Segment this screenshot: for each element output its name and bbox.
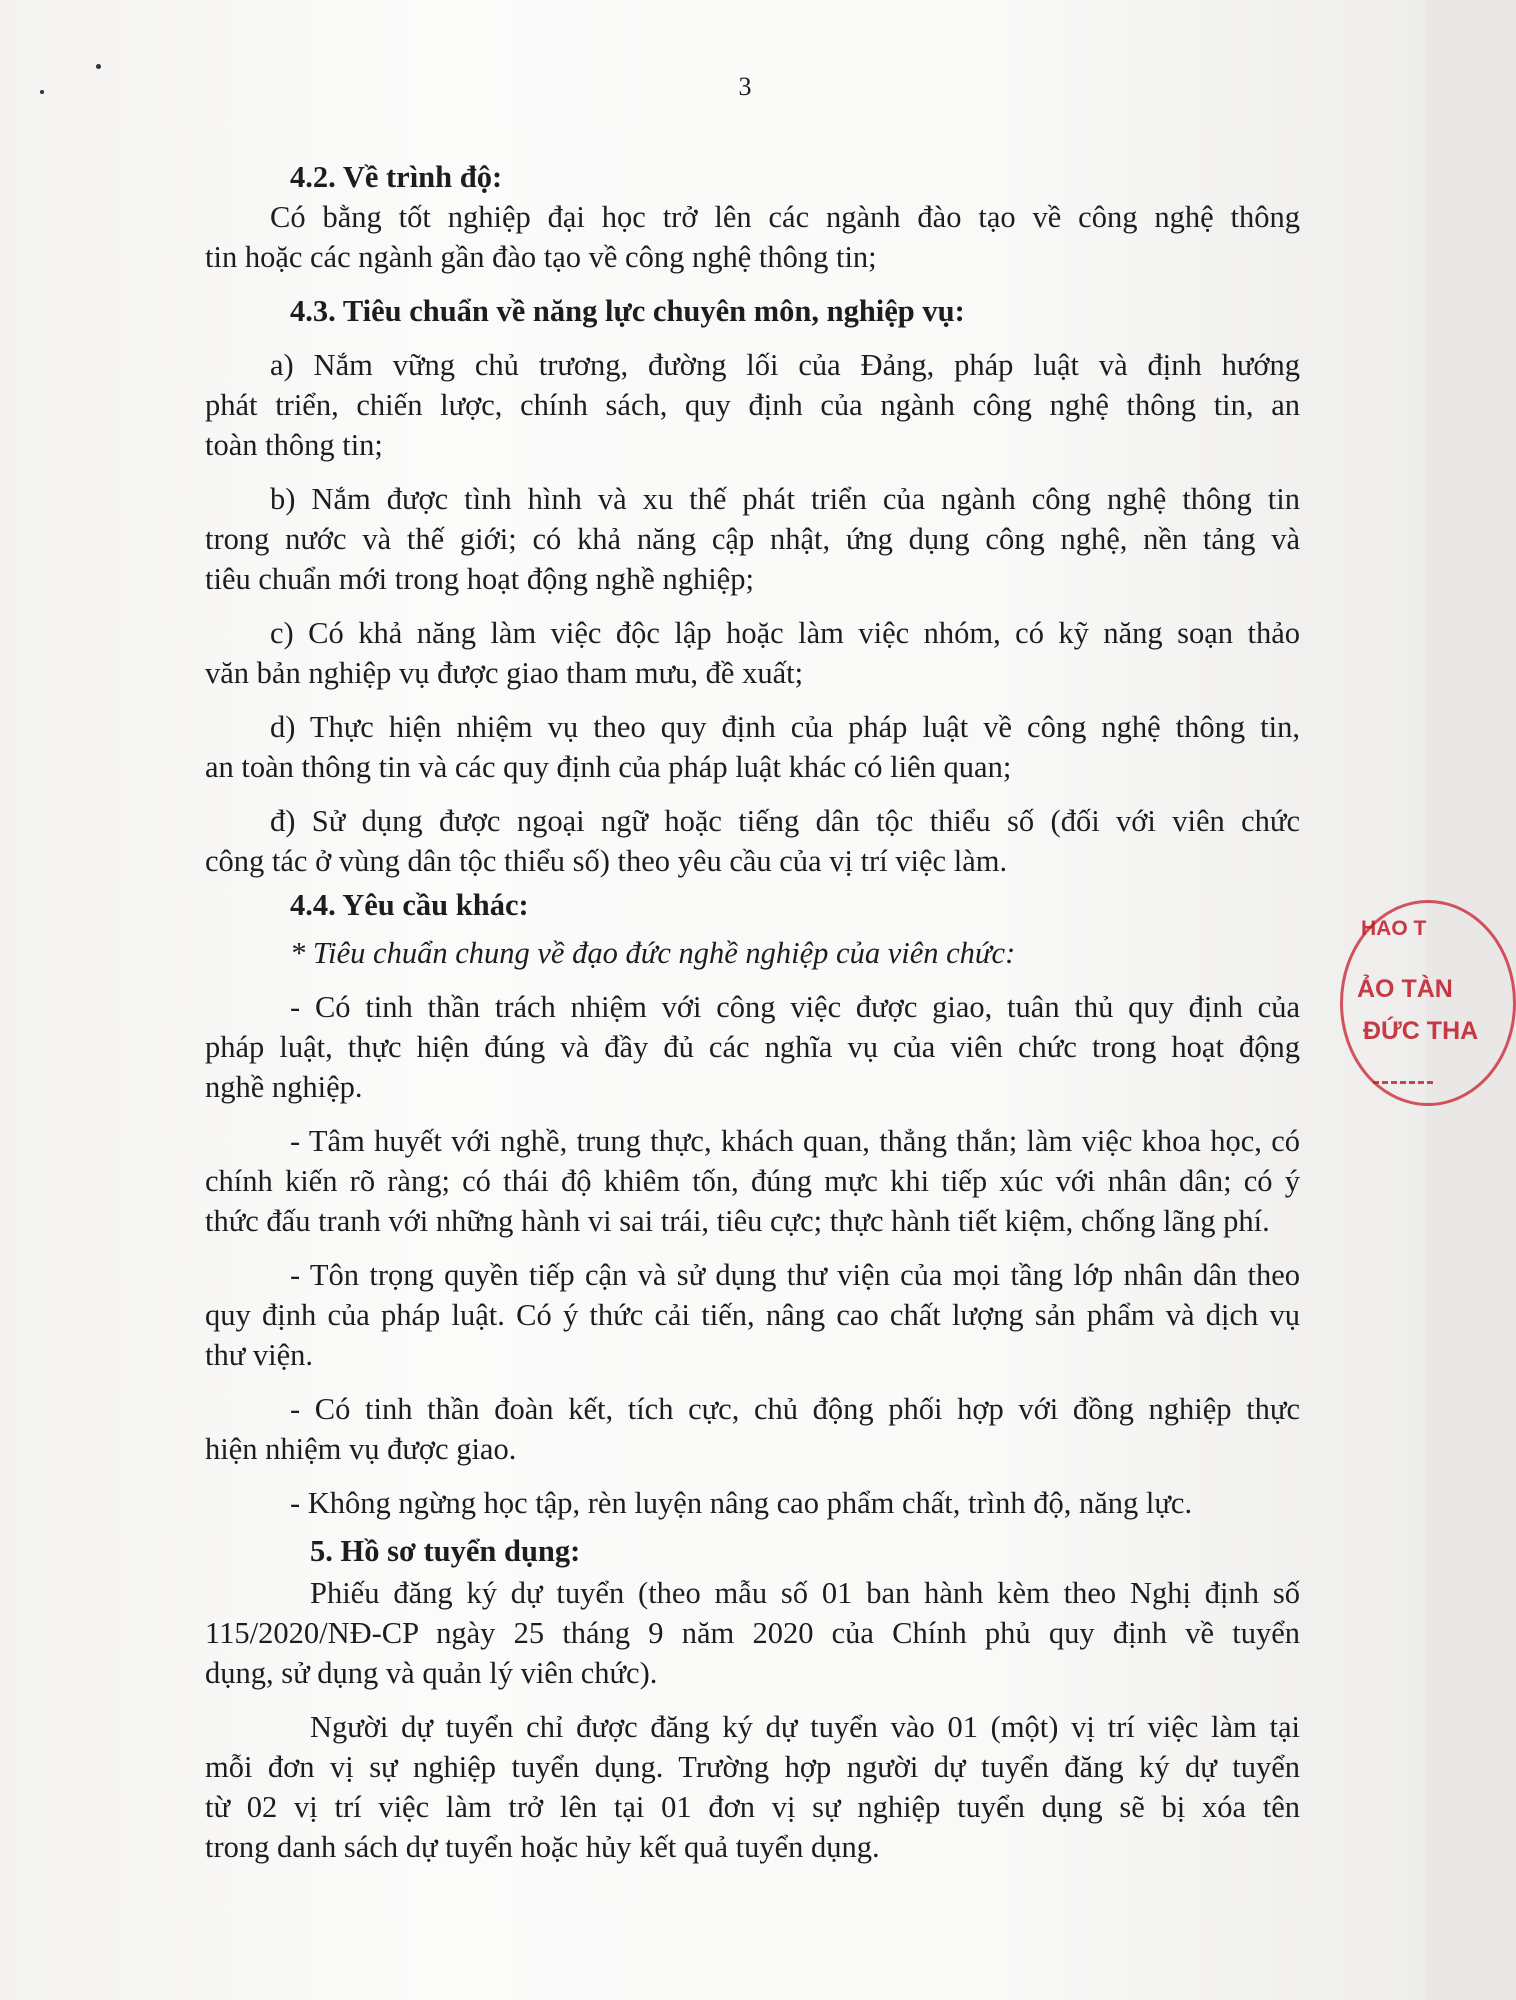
paragraph-line: trong danh sách dự tuyển hoặc hủy kết quả tuyển dụng.: [205, 1830, 880, 1864]
page-number: 3: [738, 72, 752, 101]
paragraph-line: d) Thực hiện nhiệm vụ theo quy định của pháp luật về công nghệ thông tin,: [270, 710, 1300, 744]
stamp-text: HAO T: [1361, 917, 1427, 940]
paragraph-line: - Không ngừng học tập, rèn luyện nâng cao phẩm chất, trình độ, năng lực.: [290, 1486, 1193, 1520]
paragraph-line: quy định của pháp luật. Có ý thức cải tiến, nâng cao chất lượng sản phẩm và dịch vụ: [205, 1298, 1300, 1332]
paragraph-line: chính kiến rõ ràng; có thái độ khiêm tốn, đúng mực khi tiếp xúc với nhân dân; có ý: [205, 1164, 1300, 1198]
paragraph-line: mỗi đơn vị sự nghiệp tuyển dụng. Trường hợp người dự tuyển đăng ký dự tuyển: [205, 1750, 1300, 1784]
paragraph-line: Có bằng tốt nghiệp đại học trở lên các ngành đào tạo về công nghệ thông: [270, 200, 1300, 234]
subheading-ethics: * Tiêu chuẩn chung về đạo đức nghề nghiệp của viên chức:: [290, 936, 1016, 970]
paragraph-line: công tác ở vùng dân tộc thiểu số) theo yêu cầu của vị trí việc làm.: [205, 844, 1008, 878]
paragraph-line: pháp luật, thực hiện đúng và đầy đủ các nghĩa vụ của viên chức trong hoạt động: [205, 1030, 1300, 1064]
stamp-text: ẢO TÀN: [1357, 975, 1453, 1003]
paragraph-line: b) Nắm được tình hình và xu thế phát triển của ngành công nghệ thông tin: [270, 482, 1300, 516]
paragraph-line: 115/2020/NĐ-CP ngày 25 tháng 9 năm 2020 của Chính phủ quy định về tuyển: [205, 1616, 1300, 1650]
paragraph-line: văn bản nghiệp vụ được giao tham mưu, đề xuất;: [205, 656, 804, 690]
paragraph-line: đ) Sử dụng được ngoại ngữ hoặc tiếng dân tộc thiểu số (đối với viên chức: [270, 804, 1300, 838]
stamp-text: ĐỨC THA: [1363, 1017, 1479, 1045]
paragraph-line: hiện nhiệm vụ được giao.: [205, 1432, 517, 1466]
paragraph-line: an toàn thông tin và các quy định của pháp luật khác có liên quan;: [205, 750, 1012, 784]
paragraph-line: trong nước và thế giới; có khả năng cập nhật, ứng dụng công nghệ, nền tảng và: [205, 522, 1300, 556]
paragraph-line: - Có tinh thần đoàn kết, tích cực, chủ động phối hợp với đồng nghiệp thực: [290, 1392, 1300, 1426]
heading-4-3: 4.3. Tiêu chuẩn về năng lực chuyên môn, nghiệp vụ:: [290, 294, 965, 328]
paragraph-line: nghề nghiệp.: [205, 1070, 363, 1104]
paragraph-line: - Tôn trọng quyền tiếp cận và sử dụng thư viện của mọi tầng lớp nhân dân theo: [290, 1258, 1300, 1292]
paragraph-line: thức đấu tranh với những hành vi sai trái, tiêu cực; thực hành tiết kiệm, chống lãng phí.: [205, 1204, 1270, 1238]
paragraph-line: tin hoặc các ngành gần đào tạo về công nghệ thông tin;: [205, 240, 877, 274]
heading-5: 5. Hồ sơ tuyển dụng:: [310, 1534, 581, 1568]
paragraph-line: - Có tinh thần trách nhiệm với công việc được giao, tuân thủ quy định của: [290, 990, 1300, 1024]
paragraph-line: Người dự tuyển chỉ được đăng ký dự tuyển vào 01 (một) vị trí việc làm tại: [310, 1710, 1300, 1744]
paragraph-line: dụng, sử dụng và quản lý viên chức).: [205, 1656, 658, 1690]
paragraph-line: a) Nắm vững chủ trương, đường lối của Đảng, pháp luật và định hướng: [270, 348, 1300, 382]
heading-4-4: 4.4. Yêu cầu khác:: [290, 888, 529, 922]
stamp-dash: [1373, 1081, 1433, 1084]
paragraph-line: tiêu chuẩn mới trong hoạt động nghề nghiệp;: [205, 562, 754, 596]
paragraph-line: thư viện.: [205, 1338, 314, 1372]
speck-mark: [96, 64, 101, 69]
paragraph-line: - Tâm huyết với nghề, trung thực, khách quan, thẳng thắn; làm việc khoa học, có: [290, 1124, 1300, 1158]
paragraph-line: từ 02 vị trí việc làm trở lên tại 01 đơn vị sự nghiệp tuyển dụng sẽ bị xóa tên: [205, 1790, 1300, 1824]
heading-4-2: 4.2. Về trình độ:: [290, 160, 503, 194]
paragraph-line: toàn thông tin;: [205, 428, 383, 462]
paragraph-line: Phiếu đăng ký dự tuyển (theo mẫu số 01 ban hành kèm theo Nghị định số: [310, 1576, 1300, 1610]
paragraph-line: c) Có khả năng làm việc độc lập hoặc làm việc nhóm, có kỹ năng soạn thảo: [270, 616, 1300, 650]
red-seal-stamp: [1340, 900, 1516, 1106]
paragraph-line: phát triển, chiến lược, chính sách, quy định của ngành công nghệ thông tin, an: [205, 388, 1300, 422]
speck-mark: [40, 90, 44, 94]
